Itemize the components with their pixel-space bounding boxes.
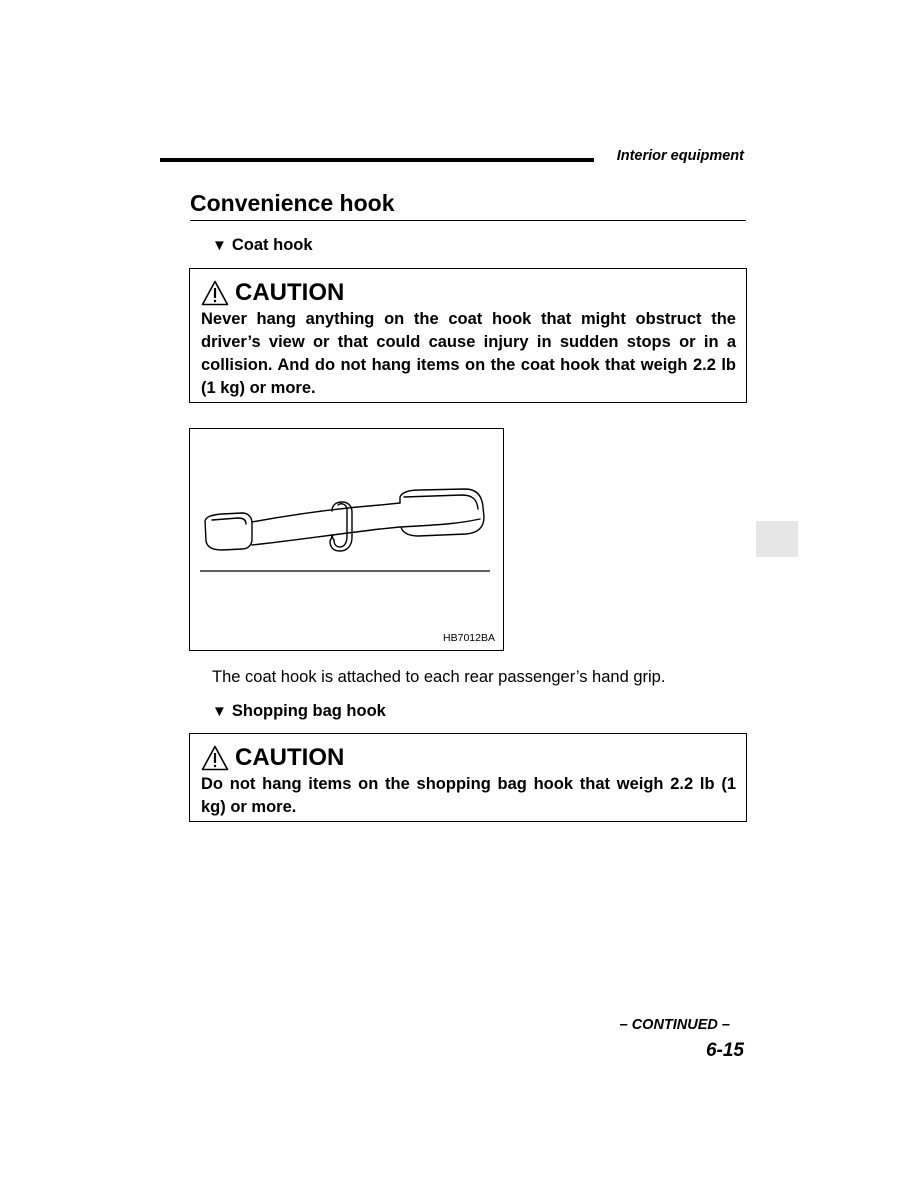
triangle-marker-icon: ▼ [212, 703, 227, 720]
hand-grip-with-coat-hook-illustration [190, 429, 503, 650]
subheading-shopping-bag-hook [212, 702, 386, 721]
running-header: Interior equipment [616, 148, 744, 164]
subheading-label: Shopping bag hook [231, 702, 386, 720]
section-title: Convenience hook [190, 190, 395, 216]
chapter-tab-marker [756, 521, 798, 557]
caution-text: Never hang anything on the coat hook that might obstruct the driver’s view or that could cause injury in sudden stops or in a collision. And do not hang items on the coat hook that weigh 2.2 lb (1 kg) or more. [201, 310, 736, 397]
warning-triangle-icon [201, 280, 229, 306]
continued-label: – CONTINUED – [619, 1017, 730, 1033]
page-number: 6-15 [705, 1040, 744, 1061]
caution-label: CAUTION [235, 744, 345, 771]
subheading-coat-hook [212, 236, 313, 255]
coat-hook-description: The coat hook is attached to each rear passenger’s hand grip. [212, 668, 666, 686]
caution-box-shopping-bag-hook [189, 733, 747, 822]
caution-box-coat-hook [189, 268, 747, 403]
triangle-marker-icon: ▼ [212, 237, 227, 254]
caution-label: CAUTION [235, 279, 345, 306]
header-rule [160, 158, 594, 162]
coat-hook-figure [189, 428, 504, 651]
figure-code: HB7012BA [443, 632, 495, 644]
warning-triangle-icon [201, 745, 229, 771]
subheading-label: Coat hook [231, 236, 313, 254]
section-title-rule [190, 220, 746, 221]
caution-heading [201, 279, 736, 307]
caution-heading [201, 744, 736, 772]
caution-text: Do not hang items on the shopping bag hook that weigh 2.2 lb (1 kg) or more. [201, 775, 736, 816]
